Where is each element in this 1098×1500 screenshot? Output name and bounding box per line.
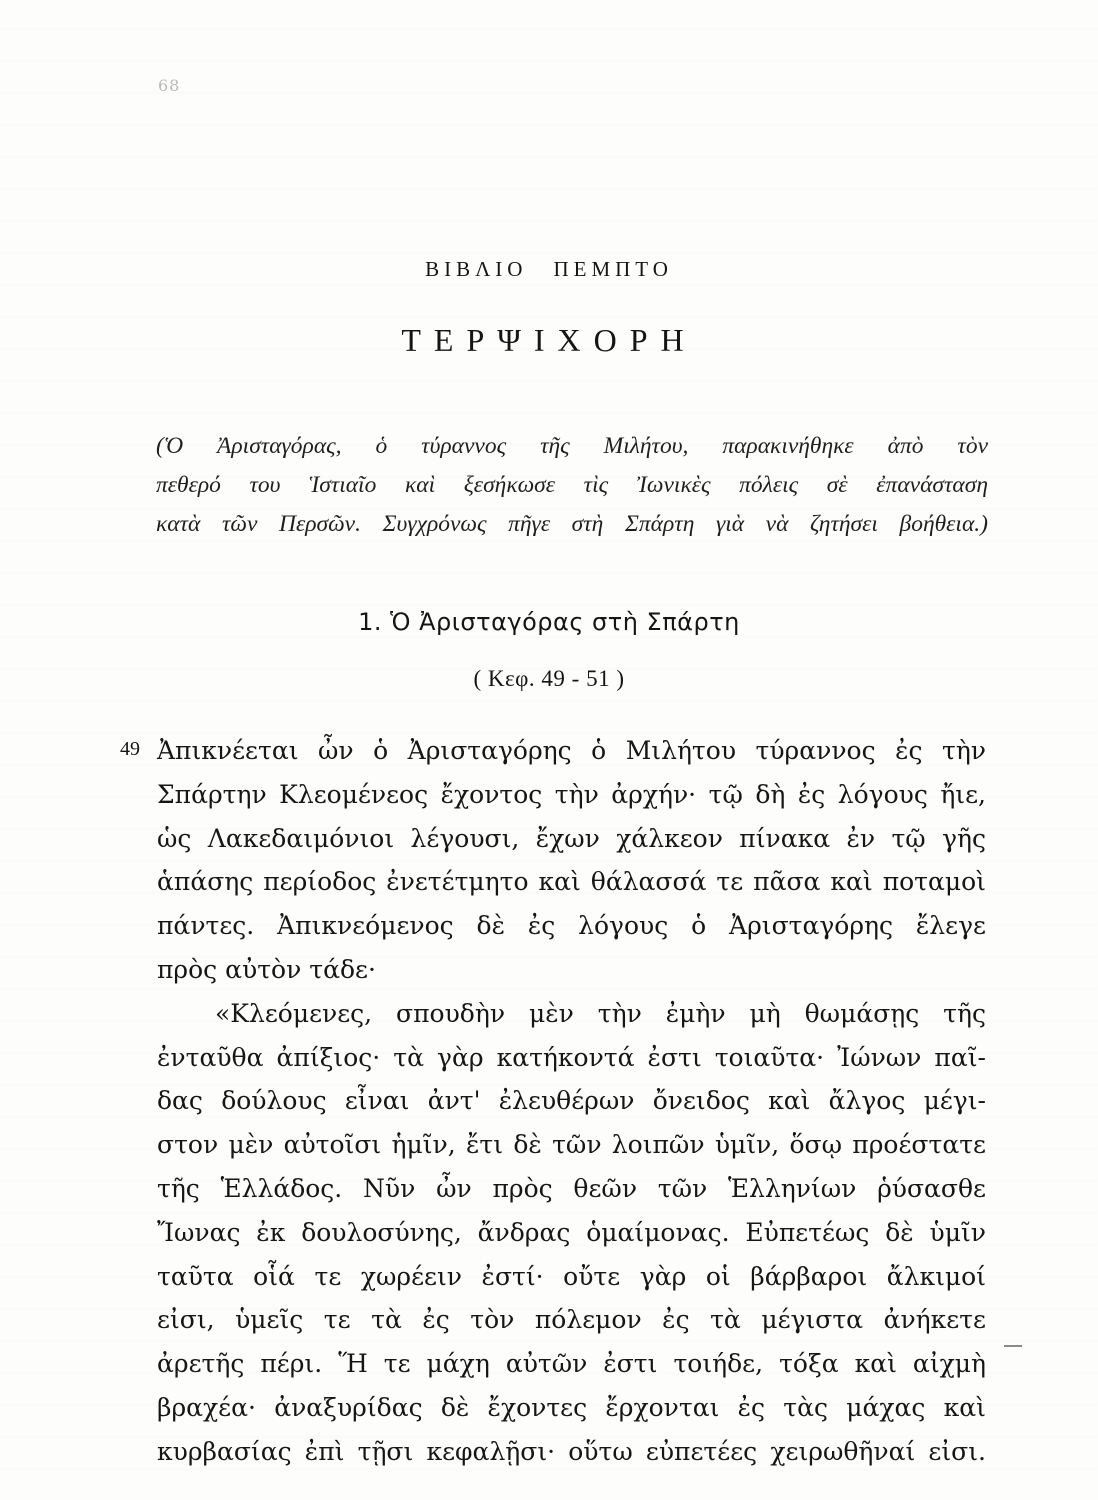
book-title [0,257,1098,282]
body-line: εἰσι, ὑμεῖς τε τὰ ἐς τὸν πόλεμον ἐς τὰ μέγιστα ἀνήκετε [157,1305,986,1335]
body-line: τῆς Ἑλλάδος. Νῦν ὦν πρὸς θεῶν τῶν Ἑλληνίων ῥύσασθε [157,1173,986,1203]
page-number: 68 [158,76,181,95]
chapter-summary [156,427,988,544]
body-line: ἀρετῆς πέρι. Ἥ τε μάχη αὐτῶν ἐστι τοιήδε, τόξα καὶ αἰχμὴ [157,1349,986,1379]
section-heading: 1. Ὁ Ἀρισταγόρας στὴ Σπάρτη [358,608,740,636]
summary-line: πεθερό του Ἱστιαῖο καὶ ξεσήκωσε τὶς Ἰωνικὲς πόλεις σὲ ἐπανάσταση [156,472,988,498]
book-title-word-2: ΠΕΜΠΤΟ [553,257,673,281]
chapter-range: ( Κεφ. 49 - 51 ) [473,666,625,691]
body-line: ὡς Λακεδαιμόνιοι λέγουσι, ἔχων χάλκεον πίνακα ἐν τῷ γῆς [157,823,986,853]
body-line: ἁπάσης περίοδος ἐνετέτμητο καὶ θάλασσά τε πᾶσα καὶ ποταμοὶ [157,867,986,897]
body-line: «Κλεόμενες, σπουδὴν μὲν τὴν ἐμὴν μὴ θωμάσῃς τῆς [215,998,986,1028]
book-title-word-1: ΒΙΒΛΙΟ [425,257,528,281]
chapter-number: 49 [120,738,140,760]
body-line: ταῦτα οἷά τε χωρέειν ἐστί· οὔτε γὰρ οἱ βάρβαροι ἄλκιμοί [157,1261,986,1291]
summary-line: (Ὁ Ἀρισταγόρας, ὁ τύραννος τῆς Μιλήτου, παρακινήθηκε ἀπὸ τὸν [156,433,988,459]
body-line: πρὸς αὐτὸν τάδε· [157,954,376,984]
body-line: στον μὲν αὐτοῖσι ἡμῖν, ἔτι δὲ τῶν λοιπῶν ὑμῖν, ὅσῳ προέστατε [157,1130,986,1160]
muse-title: ΤΕΡΨΙΧΟΡΗ [401,322,697,358]
summary-line: κατὰ τῶν Περσῶν. Συγχρόνως πῆγε στὴ Σπάρτη γιὰ νὰ ζητήσει βοήθεια.) [156,511,988,537]
body-line: Σπάρτην Κλεομένεος ἔχοντος τὴν ἀρχήν· τῷ δὴ ἐς λόγους ἤιε, [157,779,986,809]
body-line: δας δούλους εἶναι ἀντ' ἐλευθέρων ὄνειδος καὶ ἄλγος μέγι- [157,1086,986,1116]
body-line: βραχέα· ἀναξυρίδας δὲ ἔχοντες ἔρχονται ἐς τὰς μάχας καὶ [157,1392,986,1422]
body-text [157,729,986,1474]
body-line: ἐνταῦθα ἀπίξιος· τὰ γὰρ κατήκοντά ἐστι τοιαῦτα· Ἰώνων παῖ- [157,1042,986,1072]
margin-dash [1004,1345,1022,1347]
body-line: Ἴωνας ἐκ δουλοσύνης, ἄνδρας ὁμαίμονας. Εὐπετέως δὲ ὑμῖν [157,1217,986,1247]
body-line: πάντες. Ἀπικνεόμενος δὲ ἐς λόγους ὁ Ἀρισταγόρης ἔλεγε [157,911,986,941]
body-line: κυρβασίας ἐπὶ τῇσι κεφαλῇσι· οὕτω εὐπετέες χειρωθῆναί εἰσι. [157,1436,986,1466]
body-line: Ἀπικνέεται ὦν ὁ Ἀρισταγόρης ὁ Μιλήτου τύραννος ἐς τὴν [157,736,986,765]
